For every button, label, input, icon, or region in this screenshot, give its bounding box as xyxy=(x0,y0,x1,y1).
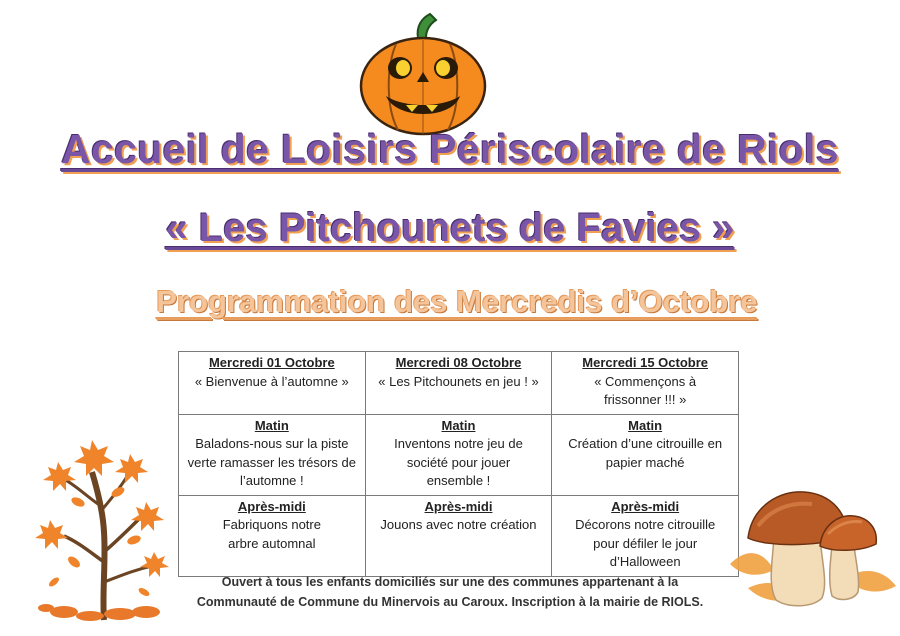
date-heading: Mercredi 01 Octobre xyxy=(208,355,335,370)
activity-text: Décorons notre citrouille pour défiler le jour d’Halloween xyxy=(575,517,716,569)
schedule-cell xyxy=(179,414,366,495)
footer-note xyxy=(120,572,780,612)
table-row xyxy=(179,495,739,576)
page-title: Accueil de Loisirs Périscolaire de Riols xyxy=(61,126,839,172)
theme-text: « Les Pitchounets en jeu ! » xyxy=(378,373,539,389)
activity-text: Fabriquons notre arbre automnal xyxy=(222,517,321,551)
table-row xyxy=(179,352,739,415)
activity-text: Inventons notre jeu de société pour jouer ensemble ! xyxy=(394,436,523,488)
page-subtitle: « Les Pitchounets de Favies » xyxy=(165,206,735,250)
morning-label: Matin xyxy=(254,417,289,433)
activity-text: Création d’une citrouille en papier maché xyxy=(568,436,723,470)
morning-label: Matin xyxy=(628,417,663,433)
date-heading: Mercredi 15 Octobre xyxy=(582,355,709,370)
theme-text: « Bienvenue à l’automne » xyxy=(194,373,349,389)
pumpkin-icon xyxy=(356,8,490,136)
date-heading: Mercredi 08 Octobre xyxy=(395,355,522,370)
afternoon-label: Après-midi xyxy=(611,498,680,514)
footer-line-1: Ouvert à tous les enfants domiciliés sur une des communes appartenant à la xyxy=(221,575,679,589)
program-title: Programmation des Mercredis d’Octobre xyxy=(156,284,758,319)
schedule-cell xyxy=(552,414,739,495)
activity-text: Baladons-nous sur la piste verte ramasser les trésors de l’automne ! xyxy=(187,436,356,488)
morning-label: Matin xyxy=(441,417,476,433)
theme-text: « Commençons à frissonner !!! » xyxy=(594,373,697,407)
table-row xyxy=(179,414,739,495)
schedule-cell xyxy=(552,495,739,576)
schedule-cell xyxy=(179,352,366,415)
schedule-cell xyxy=(552,352,739,415)
afternoon-label: Après-midi xyxy=(424,498,493,514)
afternoon-label: Après-midi xyxy=(237,498,306,514)
schedule-table xyxy=(178,351,739,577)
activity-text: Jouons avec notre création xyxy=(380,517,537,532)
schedule-cell xyxy=(365,414,552,495)
schedule-cell xyxy=(365,352,552,415)
schedule-cell xyxy=(179,495,366,576)
footer-line-2: Communauté de Commune du Minervois au Caroux. Inscription à la mairie de RIOLS. xyxy=(196,595,704,609)
schedule-cell xyxy=(365,495,552,576)
